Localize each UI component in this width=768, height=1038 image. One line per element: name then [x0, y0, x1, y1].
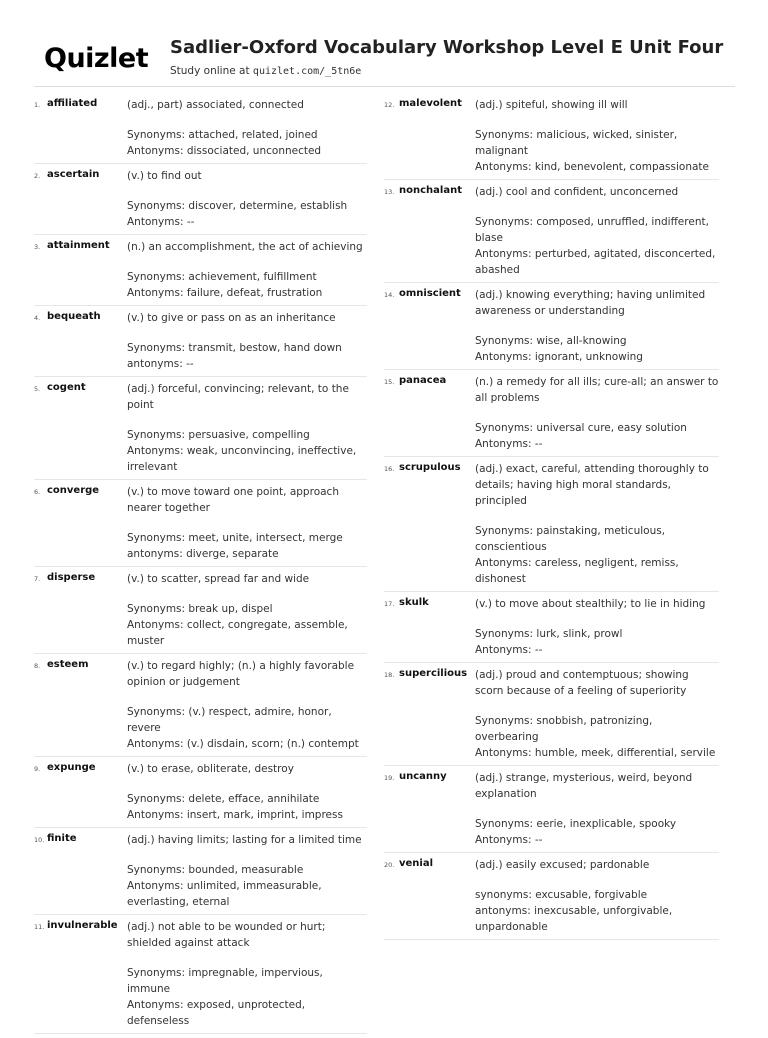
study-online-line: [170, 65, 361, 77]
vocab-entry: [34, 761, 367, 828]
logo-text: Quizlet: [44, 43, 149, 74]
entry-synonyms: Synonyms: discover, determine, establish: [127, 200, 348, 212]
entry-definition: (adj.) easily excused; pardonable: [475, 859, 650, 871]
entry-term: ascertain: [47, 169, 100, 180]
entry-antonyms: antonyms: --: [127, 358, 194, 370]
entry-number: 5.: [34, 385, 41, 393]
entry-number: 18.: [384, 671, 395, 679]
entry-term: skulk: [399, 597, 429, 608]
entry-definition: (n.) an accomplishment, the act of achieving: [127, 241, 363, 253]
entry-synonyms: Synonyms: wise, all-knowing: [475, 335, 627, 347]
entry-number: 9.: [34, 765, 41, 773]
vocab-entry: [384, 374, 719, 457]
entry-number: 11.: [34, 923, 45, 931]
entry-antonyms: Antonyms: humble, meek, differential, servile: [475, 747, 716, 759]
entry-synonyms: Synonyms: painstaking, meticulous, conscientious: [475, 525, 666, 553]
entry-number: 3.: [34, 243, 41, 251]
entry-synonyms: Synonyms: bounded, measurable: [127, 864, 304, 876]
vocab-entry: [384, 184, 719, 283]
right-column: [384, 97, 719, 944]
entry-number: 2.: [34, 172, 41, 180]
entry-number: 7.: [34, 575, 41, 583]
entry-antonyms: Antonyms: ignorant, unknowing: [475, 351, 643, 363]
entry-synonyms: Synonyms: snobbish, patronizing, overbearing: [475, 715, 653, 743]
entry-antonyms: Antonyms: insert, mark, imprint, impress: [127, 809, 343, 821]
entry-antonyms: Antonyms: exposed, unprotected, defenseless: [127, 999, 306, 1027]
entry-definition: (v.) to regard highly; (n.) a highly favorable opinion or judgement: [127, 660, 355, 688]
entry-definition: (adj.) exact, careful, attending thoroughly to details; having high moral standards, principled: [475, 463, 709, 507]
entry-term: affiliated: [47, 98, 98, 109]
entry-number: 17.: [384, 600, 395, 608]
entry-term: cogent: [47, 382, 86, 393]
entry-definition: (adj.) having limits; lasting for a limited time: [127, 834, 362, 846]
entry-number: 4.: [34, 314, 41, 322]
entry-synonyms: Synonyms: meet, unite, intersect, merge: [127, 532, 343, 544]
page-header: [0, 0, 768, 90]
entry-synonyms: Synonyms: lurk, slink, prowl: [475, 628, 623, 640]
entry-definition: (v.) to give or pass on as an inheritance: [127, 312, 336, 324]
vocab-entry: [34, 97, 367, 164]
entry-antonyms: Antonyms: --: [475, 438, 543, 450]
vocab-entry: [384, 770, 719, 853]
entry-antonyms: Antonyms: dissociated, unconnected: [127, 145, 322, 157]
entry-term: nonchalant: [399, 185, 462, 196]
vocab-entry: [384, 287, 719, 370]
entry-number: 19.: [384, 774, 395, 782]
vocab-entry: [34, 484, 367, 567]
entry-term: bequeath: [47, 311, 101, 322]
vocab-entry: [34, 168, 367, 235]
entry-definition: (v.) to find out: [127, 170, 202, 182]
vocab-entry: [384, 97, 719, 180]
entry-number: 10.: [34, 836, 45, 844]
entry-antonyms: Antonyms: --: [127, 216, 195, 228]
entry-antonyms: Antonyms: --: [475, 644, 543, 656]
study-url: quizlet.com/_5tn6e: [252, 66, 362, 77]
vocab-entry: [384, 857, 719, 940]
entry-definition: (adj., part) associated, connected: [127, 99, 304, 111]
entry-definition: (adj.) forceful, convincing; relevant, to the point: [127, 383, 349, 411]
entry-term: venial: [399, 858, 434, 869]
entry-definition: (v.) to move about stealthily; to lie in hiding: [475, 598, 706, 610]
entry-antonyms: Antonyms: perturbed, agitated, disconcerted, abashed: [475, 248, 716, 276]
entry-synonyms: Synonyms: universal cure, easy solution: [475, 422, 687, 434]
entry-antonyms: Antonyms: unlimited, immeasurable, everlasting, eternal: [127, 880, 322, 908]
header-divider: [34, 86, 735, 87]
entry-term: disperse: [47, 572, 96, 583]
entry-definition: (v.) to erase, obliterate, destroy: [127, 763, 294, 775]
entry-number: 6.: [34, 488, 41, 496]
vocab-entry: [34, 381, 367, 480]
entry-synonyms: Synonyms: achievement, fulfillment: [127, 271, 317, 283]
entry-synonyms: Synonyms: composed, unruffled, indifferent, blase: [475, 216, 709, 244]
entry-number: 15.: [384, 378, 395, 386]
entry-number: 8.: [34, 662, 41, 670]
entry-synonyms: Synonyms: persuasive, compelling: [127, 429, 310, 441]
entry-synonyms: Synonyms: impregnable, impervious, immune: [127, 967, 323, 995]
entry-synonyms: Synonyms: break up, dispel: [127, 603, 273, 615]
entry-definition: (adj.) proud and contemptuous; showing scorn because of a feeling of superiority: [475, 669, 689, 697]
entry-term: converge: [47, 485, 100, 496]
entry-definition: (adj.) spiteful, showing ill will: [475, 99, 628, 111]
vocab-entry: [384, 461, 719, 592]
entry-synonyms: Synonyms: (v.) respect, admire, honor, revere: [127, 706, 332, 734]
entry-term: finite: [47, 833, 77, 844]
vocab-entry: [384, 667, 719, 766]
entry-number: 1.: [34, 101, 41, 109]
entry-term: expunge: [47, 762, 96, 773]
entry-term: omniscient: [399, 288, 461, 299]
entry-synonyms: Synonyms: attached, related, joined: [127, 129, 318, 141]
entry-antonyms: Antonyms: (v.) disdain, scorn; (n.) contempt: [127, 738, 359, 750]
quizlet-logo: [44, 43, 148, 74]
entry-antonyms: Antonyms: weak, unconvincing, ineffective, irrelevant: [127, 445, 357, 473]
entry-definition: (v.) to scatter, spread far and wide: [127, 573, 310, 585]
entry-number: 14.: [384, 291, 395, 299]
entry-term: invulnerable: [47, 920, 118, 931]
entry-synonyms: Synonyms: transmit, bestow, hand down: [127, 342, 342, 354]
entry-antonyms: antonyms: diverge, separate: [127, 548, 279, 560]
entry-antonyms: Antonyms: --: [475, 834, 543, 846]
entry-number: 12.: [384, 101, 395, 109]
entry-antonyms: Antonyms: collect, congregate, assemble, muster: [127, 619, 348, 647]
entry-term: esteem: [47, 659, 89, 670]
entry-term: malevolent: [399, 98, 462, 109]
entry-definition: (adj.) strange, mysterious, weird, beyond explanation: [475, 772, 693, 800]
entry-number: 16.: [384, 465, 395, 473]
entry-antonyms: Antonyms: careless, negligent, remiss, dishonest: [475, 557, 679, 585]
entry-antonyms: Antonyms: kind, benevolent, compassionate: [475, 161, 709, 173]
vocab-entry: [34, 832, 367, 915]
entry-term: panacea: [399, 375, 447, 386]
entry-definition: (v.) to move toward one point, approach nearer together: [127, 486, 339, 514]
study-prefix: Study online at: [170, 65, 253, 77]
entry-synonyms: Synonyms: malicious, wicked, sinister, malignant: [475, 129, 678, 157]
entry-definition: (adj.) cool and confident, unconcerned: [475, 186, 679, 198]
vocab-entry: [34, 658, 367, 757]
entry-definition: (adj.) not able to be wounded or hurt; shielded against attack: [127, 921, 326, 949]
page-title: Sadlier-Oxford Vocabulary Workshop Level E Unit Four: [170, 37, 724, 58]
entry-term: supercilious: [399, 668, 468, 679]
left-column: [34, 97, 367, 1038]
entry-term: uncanny: [399, 771, 447, 782]
entry-number: 20.: [384, 861, 395, 869]
entry-antonyms: Antonyms: failure, defeat, frustration: [127, 287, 323, 299]
entry-number: 13.: [384, 188, 395, 196]
entry-definition: (n.) a remedy for all ills; cure-all; an answer to all problems: [475, 376, 719, 404]
entry-term: attainment: [47, 240, 110, 251]
vocab-entry: [34, 310, 367, 377]
entry-synonyms: Synonyms: eerie, inexplicable, spooky: [475, 818, 677, 830]
entry-antonyms: antonyms: inexcusable, unforgivable, unpardonable: [475, 905, 673, 933]
entry-synonyms: Synonyms: delete, efface, annihilate: [127, 793, 320, 805]
vocab-entry: [34, 239, 367, 306]
vocab-entry: [34, 919, 367, 1034]
entry-synonyms: synonyms: excusable, forgivable: [475, 889, 648, 901]
vocab-entry: [384, 596, 719, 663]
entry-definition: (adj.) knowing everything; having unlimited awareness or understanding: [475, 289, 706, 317]
entry-term: scrupulous: [399, 462, 461, 473]
vocab-entry: [34, 571, 367, 654]
